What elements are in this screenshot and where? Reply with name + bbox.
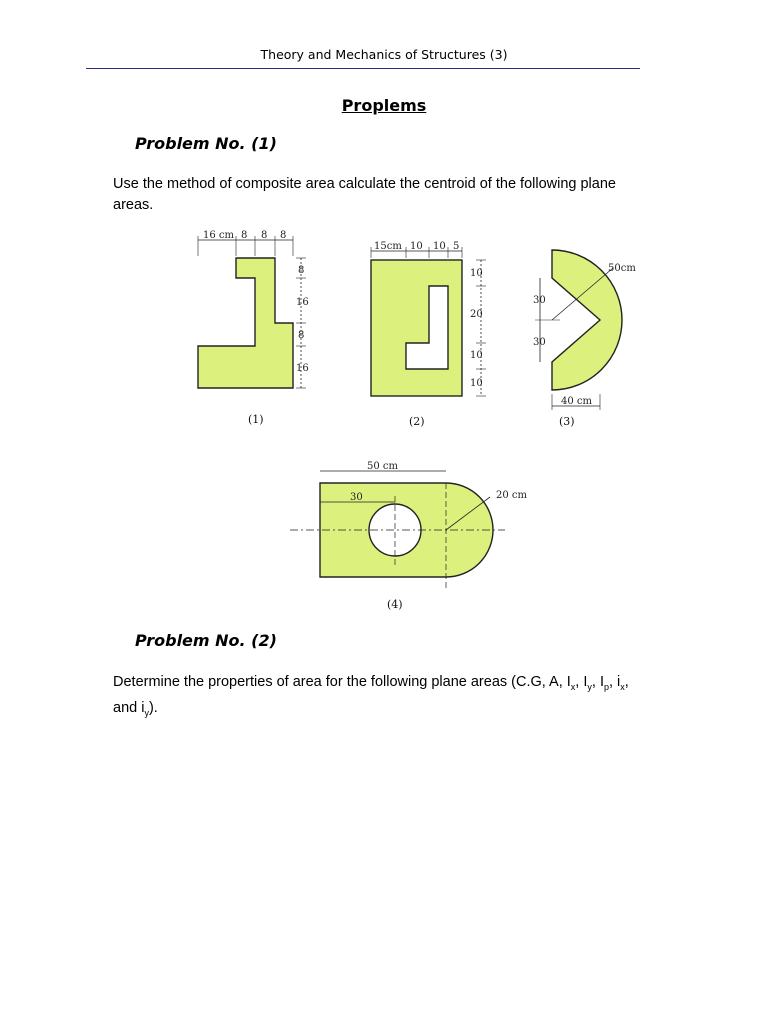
figure-1-dim-top-3: 8 — [261, 230, 268, 241]
figure-1-caption: (1) — [248, 413, 264, 426]
figure-2-dim-top-1: 15cm — [374, 241, 402, 252]
figure-1-dim-right-4: 16 — [296, 363, 309, 374]
figure-4-dim-inner: 30 — [350, 492, 363, 503]
figure-2-dim-right-3: 10 — [470, 350, 483, 361]
figure-3-radius: 50cm — [608, 263, 636, 274]
figure-1-dim-top-2: 8 — [241, 230, 248, 241]
problem-2-text — [113, 672, 653, 724]
figure-1-dim-right-1: 8 — [298, 265, 305, 276]
sub-p: p — [603, 681, 609, 692]
figure-4-caption: (4) — [387, 598, 403, 611]
figure-2-dim-right-1: 10 — [470, 268, 483, 279]
figure-3-dim-bottom: 40 cm — [561, 396, 592, 407]
figure-4-dim-total: 50 cm — [367, 461, 398, 472]
figure-1-shape — [198, 258, 293, 388]
figure-2-dim-top-3: 10 — [433, 241, 446, 252]
figure-3-caption: (3) — [559, 415, 575, 428]
problem-1-text: Use the method of composite area calculate the centroid of the following plane areas. — [113, 176, 616, 213]
figure-3 — [533, 250, 636, 428]
figure-1-dim-right-3: 8 — [298, 330, 305, 341]
figure-3-dim-left-2: 30 — [533, 337, 546, 348]
text-and: , and i — [113, 674, 629, 716]
figure-4-radius: 20 cm — [496, 490, 527, 501]
page-title: Proplems — [341, 96, 427, 115]
sub-x: x — [570, 681, 576, 692]
figure-2-dim-top-2: 10 — [410, 241, 423, 252]
figure-1 — [198, 230, 309, 426]
sub-y: y — [587, 681, 592, 692]
figure-2 — [371, 241, 486, 428]
sep-3: , i — [609, 674, 621, 690]
sub-y2: y — [144, 707, 149, 718]
sep-2: , I — [591, 674, 604, 690]
sep-1: , I — [575, 674, 588, 690]
figure-1-dim-right-2: 16 — [296, 297, 309, 308]
text-end: ). — [148, 699, 158, 716]
figure-2-caption: (2) — [409, 415, 425, 428]
figure-2-dim-top-4: 5 — [453, 241, 460, 252]
problem-1-heading: Problem No. (1) — [135, 134, 277, 153]
figure-2-dim-right-2: 20 — [470, 309, 483, 320]
sub-x2: x — [620, 681, 625, 692]
figure-4 — [290, 461, 528, 611]
running-header: Theory and Mechanics of Structures (3) — [260, 47, 508, 62]
figure-3-dim-left-1: 30 — [533, 295, 546, 306]
figure-2-dim-right-4: 10 — [470, 378, 483, 389]
figure-1-dim-top-4: 8 — [280, 230, 287, 241]
problem-2-text-lead: Determine the properties of area for the following plane areas (C.G, A, I — [113, 674, 571, 690]
problem-2-heading: Problem No. (2) — [135, 631, 277, 650]
figure-1-dim-top-1: 16 cm — [203, 230, 234, 241]
